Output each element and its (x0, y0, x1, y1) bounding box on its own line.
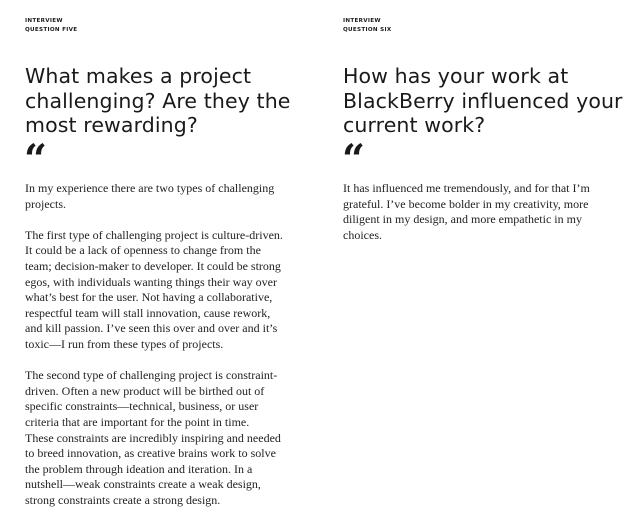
answer-body (25, 181, 283, 524)
answer-line: diligent in my design, and more empathetic in my (343, 212, 582, 227)
section-label: INTERVIEW (25, 18, 63, 24)
answer-line: egos, with individuals wanting things their way over (25, 274, 277, 289)
question-line: current work? (343, 113, 486, 137)
answer-line: In my experience there are two types of challenging (25, 181, 275, 195)
answer-line: It has influenced me tremendously, and for that I’m (343, 181, 590, 195)
answer-line: nutshell—weak constraints create a weak design, (25, 477, 261, 492)
answer-line: the problem through ideation and iteration. In a (25, 461, 253, 476)
section-label: INTERVIEW (343, 18, 381, 24)
answer-line: The second type of challenging project is constraint- (25, 368, 278, 383)
answer-line: These constraints are incredibly inspiring and needed (25, 430, 281, 445)
answer-paragraph (25, 181, 283, 212)
question-heading (25, 64, 291, 138)
answer-line: what’s best for the user. Not having a collaborative, (25, 290, 273, 305)
answer-line: grateful. I’ve become bolder in my creativity, more (343, 196, 589, 211)
answer-line: It could be a lack of openness to change from the (25, 243, 261, 258)
answer-line: strong constraints create a strong design. (25, 492, 221, 507)
answer-line: specific constraints—technical, business, or user (25, 399, 259, 414)
answer-line: The first type of challenging project is culture-driven. (25, 227, 283, 242)
answer-line: respectful team will stall innovation, cause rework, (25, 305, 271, 320)
question-line: most rewarding? (25, 113, 198, 137)
answer-body (343, 181, 590, 259)
answer-paragraph (25, 368, 283, 508)
answer-line: team; decision-maker to developer. It could be strong (25, 258, 281, 273)
answer-line: choices. (343, 227, 382, 242)
answer-line: and kill passion. I’ve seen this over and over and it’s (25, 321, 278, 336)
answer-line: to breed innovation, as creative brains work to solve (25, 446, 276, 461)
question-line: What makes a project (25, 64, 252, 88)
question-number-label: QUESTION SIX (343, 27, 392, 33)
question-heading (343, 64, 623, 138)
question-line: How has your work at (343, 64, 569, 88)
question-line: challenging? Are they the (25, 88, 291, 113)
answer-line: driven. Often a new product will be birthed out of (25, 383, 265, 398)
quotation-mark-icon: “ (24, 136, 48, 183)
answer-paragraph (343, 181, 590, 243)
quotation-mark-icon: “ (342, 136, 366, 183)
question-number-label: QUESTION FIVE (25, 27, 78, 33)
answer-line: criteria that are important for the point in time. (25, 414, 250, 429)
answer-line: projects. (25, 196, 66, 211)
question-line: BlackBerry influenced your (343, 88, 623, 113)
answer-line: toxic—I run from these types of projects. (25, 336, 224, 351)
answer-paragraph (25, 228, 283, 353)
